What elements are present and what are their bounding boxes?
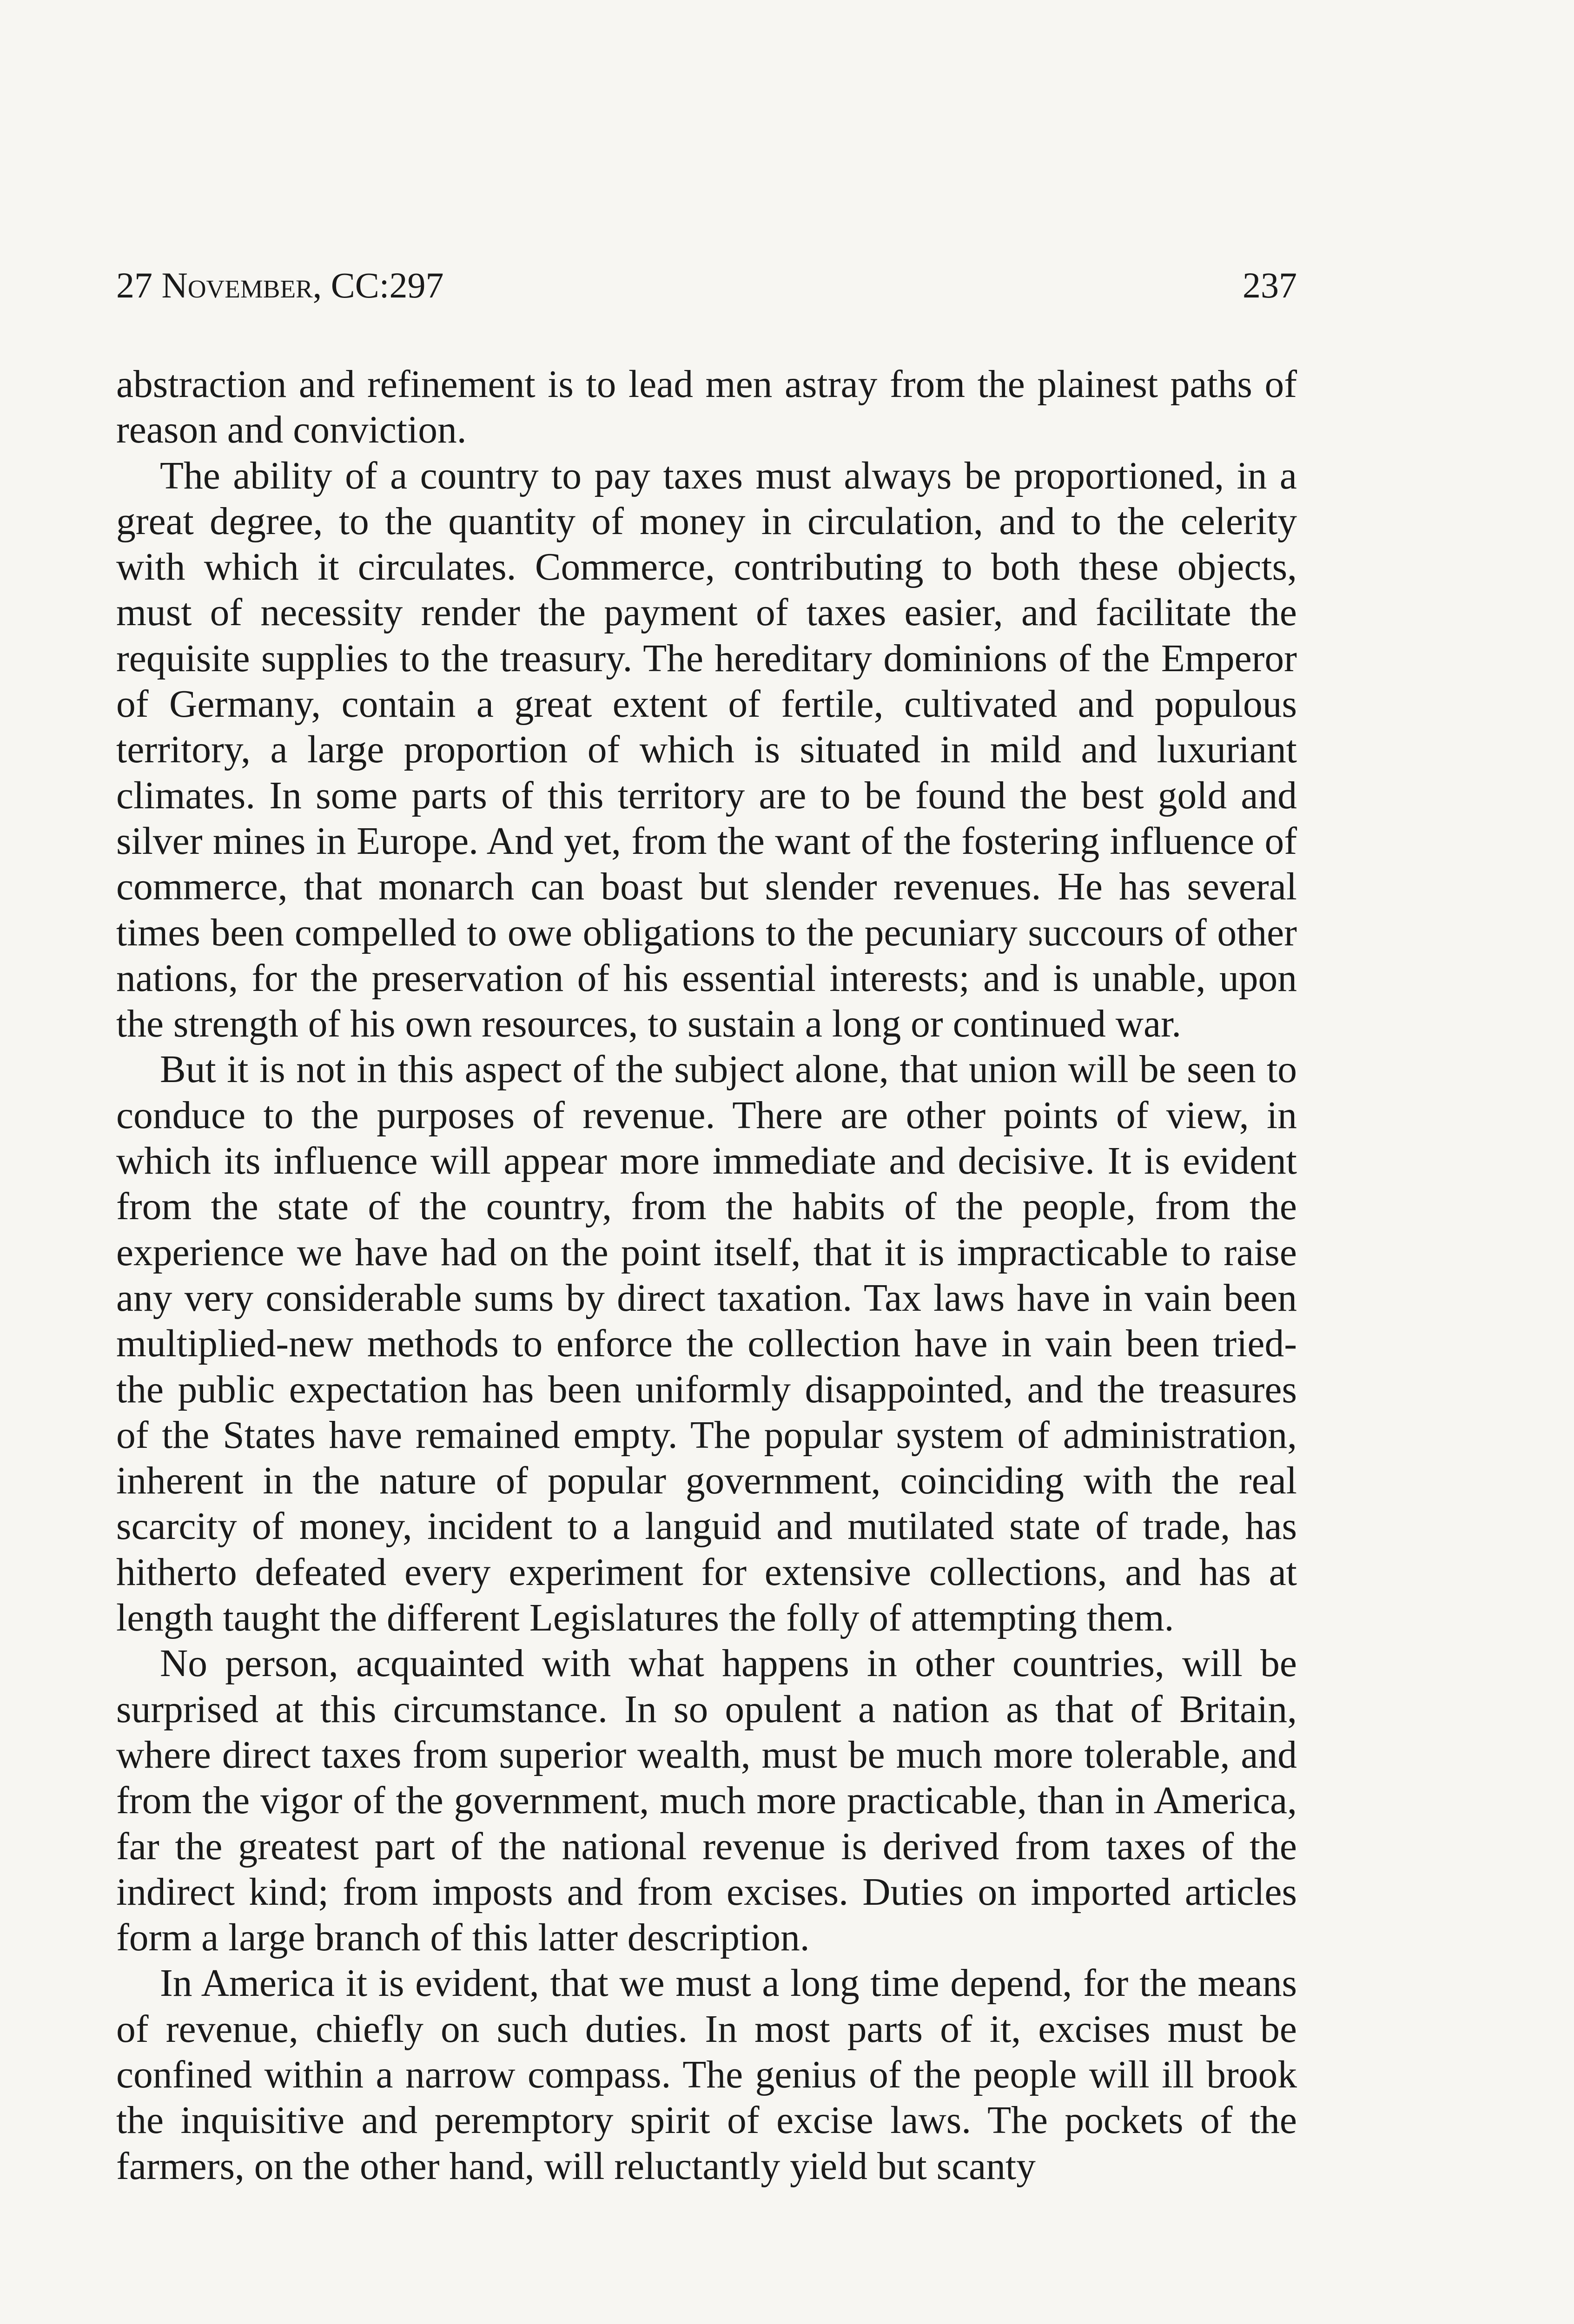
page-number: 237 [1243, 265, 1297, 305]
paragraph: In America it is evident, that we must a long time depend, for the means of revenue, chiefly on such duties. In most parts of it, excises must be confined within a narrow compass. The genius of the people will ill brook the inquisitive and peremptory spirit of excise laws. The pockets of the farmers, on the other hand, will reluctantly yield but scanty [116, 1962, 1297, 2188]
running-head-title [116, 267, 443, 304]
running-head-month: November [161, 265, 313, 305]
running-head-document-ref: , CC:297 [312, 265, 444, 305]
running-head-date: 27 [116, 265, 162, 305]
running-head [116, 267, 1297, 318]
paragraph: The ability of a country to pay taxes must always be proportioned, in a great degree, to the quantity of money in circulation, and to the celerity with which it circulates. Commerce, contributing to both these objects, must of necessity render the payment of taxes easier, and facilitate the requisite supplies to the treasury. The hereditary dominions of the Emperor of Germany, contain a great extent of fertile, cultivated and populous territory, a large proportion of which is situated in mild and luxuriant climates. In some parts of this territory are to be found the best gold and silver mines in Europe. And yet, from the want of the fostering influence of commerce, that monarch can boast but slender revenues. He has several times been compelled to owe obligations to the pecuniary succours of other nations, for the preservation of his essential interests; and is unable, upon the strength of his own resources, to sustain a long or continued war. [116, 454, 1297, 1046]
paragraph: No person, acquainted with what happens in other countries, will be surprised at this circumstance. In so opulent a nation as that of Britain, where direct taxes from superior wealth, must be much more tolerable, and from the vigor of the government, much more practicable, than in America, far the greatest part of the national revenue is derived from taxes of the indirect kind; from imposts and from excises. Duties on imported articles form a large branch of this latter description. [116, 1642, 1297, 1960]
paragraph: But it is not in this aspect of the subject alone, that union will be seen to conduce to the purposes of revenue. There are other points of view, in which its influence will appear more immediate and decisive. It is evident from the state of the country, from the habits of the people, from the experience we have had on the point itself, that it is impracticable to raise any very considerable sums by direct taxation. Tax laws have in vain been multiplied-new methods to enforce the collection have in vain been tried-the public expectation has been uniformly disappointed, and the treasures of the States have remained empty. The popular system of administration, inherent in the nature of popular government, coinciding with the real scarcity of money, incident to a languid and mutilated state of trade, has hitherto defeated every experiment for extensive collections, and has at length taught the different Legislatures the folly of attempting them. [116, 1048, 1297, 1640]
paragraph-continuation: abstraction and refinement is to lead men astray from the plainest paths of reason and conviction. [116, 363, 1297, 452]
body-text [116, 362, 1297, 2189]
